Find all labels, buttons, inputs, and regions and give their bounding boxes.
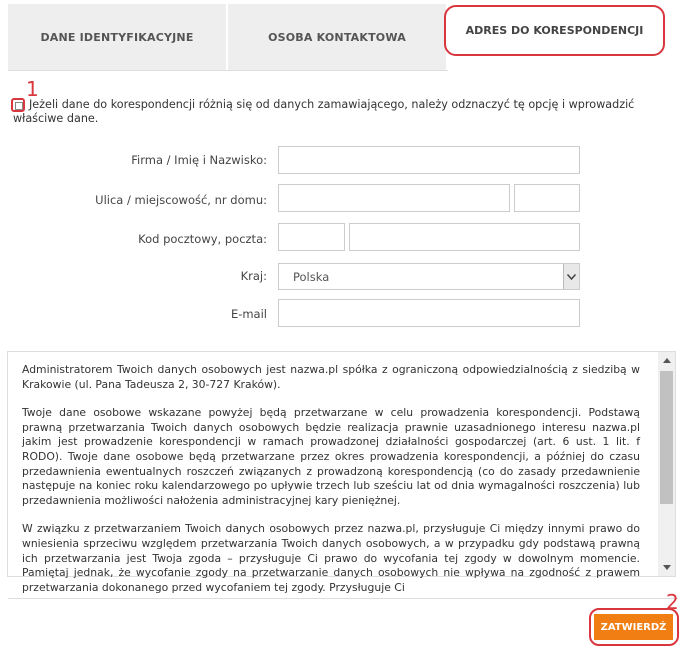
chevron-down-icon[interactable]	[563, 264, 579, 289]
checkbox-box	[15, 102, 23, 110]
annotation-marker-2: 2	[666, 590, 679, 614]
tab-identification-data[interactable]	[8, 4, 226, 70]
scroll-up-icon[interactable]	[658, 352, 675, 369]
company-label: Firma / Imię i Nazwisko:	[131, 153, 267, 167]
privacy-paragraph: Twoje dane osobowe wskazane powyżej będą przetwarzane w celu prowadzenia korespondencji. Podstawą prawną przetwarzania Twoich danych osobowych będzie realizacja prawnie uzasadnionego interesu nazwa.pl jakim jest prowadzenie korespondencji w ramach prowadzonej działalności gospodarczej (art. 6 ust. 1 lit. f RODO). Twoje dane osobowe będą przetwarzane przez okres prowadzenia korespondencji, a później do czasu przedawnienia ewentualnych roszczeń związanych z prowadzoną korespondencją (co do zasady przedawnienie następuje na koniec roku kalendarzowego po upływie trzech lub sześciu lat od dnia wymagalności roszczenia) lub przedawnienia możliwości nałożenia administracyjnej kary pieniężnej.	[22, 406, 640, 507]
email-label: E-mail	[230, 307, 267, 321]
scroll-down-icon[interactable]	[658, 559, 675, 576]
privacy-paragraph: Administratorem Twoich danych osobowych jest nazwa.pl spółka z ograniczoną odpowiedzialnością z siedzibą w Krakowie (ul. Pana Tadeusza 2, 30-727 Kraków).	[22, 363, 640, 391]
company-input[interactable]	[278, 146, 580, 174]
privacy-notice-text	[22, 363, 640, 609]
country-select[interactable]	[278, 263, 580, 290]
correspondence-checkbox[interactable]	[11, 98, 25, 112]
annotation-marker-1: 1	[26, 77, 39, 101]
privacy-paragraph: W związku z przetwarzaniem Twoich danych osobowych przez nazwa.pl, przysługuje Ci między innymi prawo do wniesienia sprzeciwu względem przetwarzania Twoich danych osobowych, a w przypadku gdy podstawą prawną ich przetwarzania jest Twoja zgoda – przysługuje Ci prawo do wycofania tej zgody w dowolnym momencie. Pamiętaj jednak, że wycofanie zgody na przetwarzanie danych osobowych nie wpływa na zgodność z prawem przetwarzania dokonanego przed wycofaniem tej zgody. Przysługuje Ci	[22, 522, 640, 594]
house-number-input[interactable]	[514, 184, 580, 212]
vertical-scrollbar[interactable]	[658, 352, 675, 576]
postal-label: Kod pocztowy, poczta:	[138, 232, 267, 246]
post-office-input[interactable]	[349, 223, 580, 251]
street-label: Ulica / miejscowość, nr domu:	[95, 193, 267, 207]
privacy-notice-box[interactable]	[7, 351, 676, 594]
country-select-value: Polska	[293, 270, 330, 284]
correspondence-checkbox-label: Jeżeli dane do korespondencji różnią się od danych zamawiającego, należy odznaczyć tę opcję i wprowadzić właściwe dane.	[13, 98, 635, 125]
divider	[8, 70, 448, 71]
divider	[8, 598, 678, 599]
tab-label: DANE IDENTYFIKACYJNE	[40, 30, 194, 44]
country-label: Kraj:	[240, 269, 267, 283]
tab-label: OSOBA KONTAKTOWA	[268, 30, 406, 44]
tab-contact-person[interactable]	[228, 4, 446, 70]
scrollbar-thumb[interactable]	[660, 371, 673, 504]
email-input[interactable]	[278, 299, 580, 327]
postal-code-input[interactable]	[278, 223, 345, 251]
tab-correspondence-address[interactable]	[444, 5, 665, 56]
street-input[interactable]	[278, 184, 510, 212]
submit-button[interactable]: ZATWIERDŹ	[594, 614, 673, 640]
tab-label: ADRES DO KORESPONDENCJI	[465, 24, 644, 37]
